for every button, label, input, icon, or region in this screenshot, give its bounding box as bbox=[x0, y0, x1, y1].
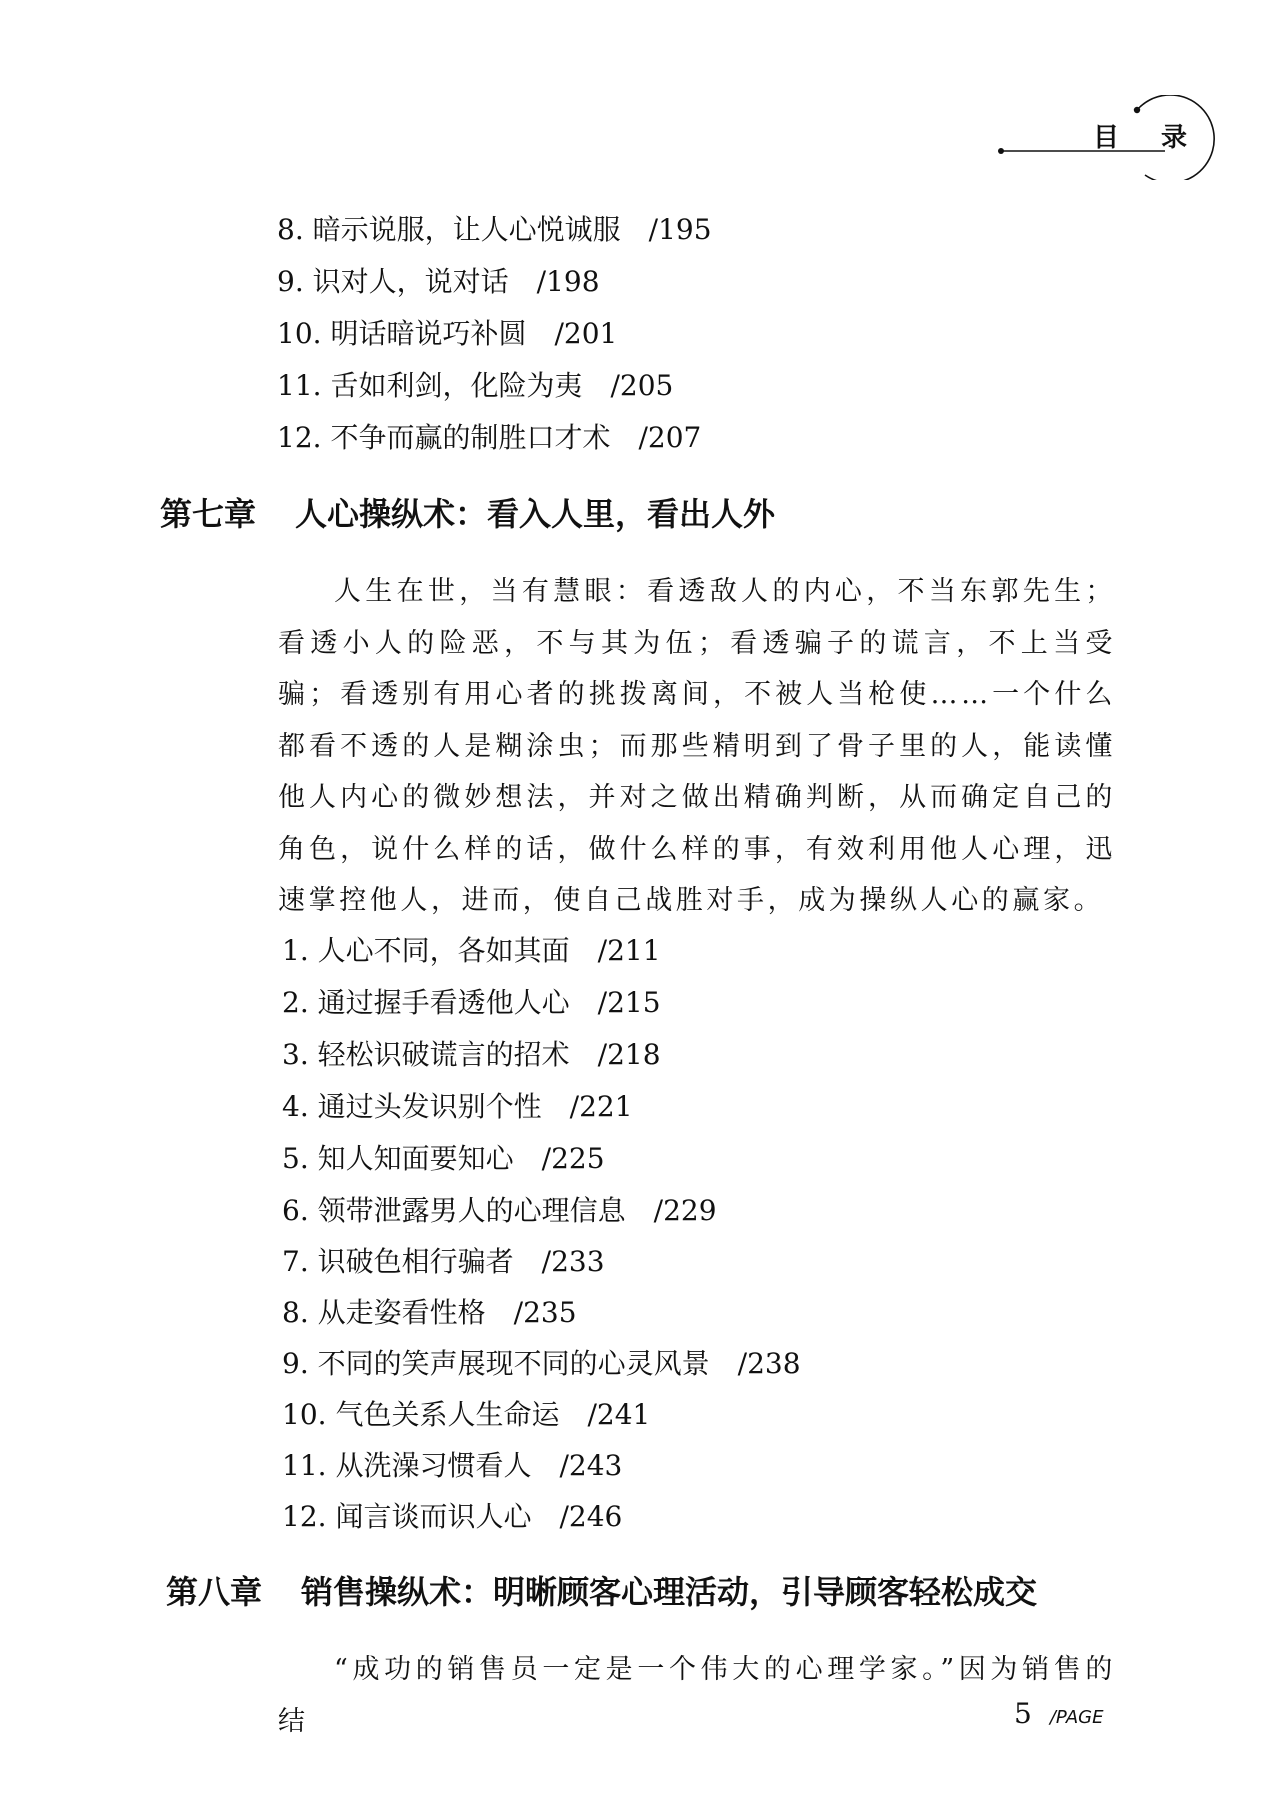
toc-entry-page: /225 bbox=[541, 1142, 605, 1175]
toc-entry-title: 知人知面要知心 bbox=[317, 1142, 514, 1175]
toc-entry-title: 舌如利剑，化险为夷 bbox=[330, 369, 583, 402]
toc-entry[interactable] bbox=[282, 1397, 650, 1433]
toc-entry[interactable] bbox=[277, 368, 673, 404]
toc-entry-title: 闻言谈而识人心 bbox=[335, 1500, 532, 1533]
header-label-lu: 录 bbox=[1161, 123, 1188, 153]
toc-entry-number: 1. bbox=[282, 934, 309, 967]
toc-entry-number: 11. bbox=[277, 369, 322, 402]
toc-entry[interactable] bbox=[282, 1499, 622, 1535]
toc-entry[interactable] bbox=[282, 933, 661, 969]
toc-entry[interactable] bbox=[282, 1089, 633, 1125]
toc-entry-page: /215 bbox=[597, 986, 661, 1019]
toc-entry[interactable] bbox=[282, 1346, 801, 1382]
chapter7-number: 第七章 bbox=[160, 495, 257, 533]
toc-entry[interactable] bbox=[277, 264, 600, 300]
toc-entry-title: 识对人，说对话 bbox=[312, 265, 509, 298]
toc-entry[interactable] bbox=[277, 420, 701, 456]
toc-entry-number: 12. bbox=[277, 421, 322, 454]
toc-entry-number: 10. bbox=[282, 1398, 327, 1431]
chapter8-title: 销售操纵术：明晰顾客心理活动，引导顾客轻松成交 bbox=[301, 1573, 1038, 1611]
toc-entry[interactable] bbox=[277, 212, 712, 248]
toc-entry-page: /198 bbox=[536, 265, 600, 298]
toc-entry-title: 气色关系人生命运 bbox=[335, 1398, 560, 1431]
toc-entry-title: 识破色相行骗者 bbox=[317, 1245, 514, 1278]
toc-entry-number: 12. bbox=[282, 1500, 327, 1533]
toc-entry-title: 通过头发识别个性 bbox=[317, 1090, 542, 1123]
toc-entry-page: /195 bbox=[648, 213, 712, 246]
toc-entry-page: /243 bbox=[559, 1449, 623, 1482]
toc-entry-number: 9. bbox=[277, 265, 304, 298]
toc-entry-title: 从走姿看性格 bbox=[317, 1296, 486, 1329]
toc-entry-number: 8. bbox=[277, 213, 304, 246]
toc-entry-title: 领带泄露男人的心理信息 bbox=[317, 1194, 626, 1227]
chapter8-heading[interactable] bbox=[166, 1572, 1037, 1612]
toc-entry[interactable] bbox=[282, 1295, 577, 1331]
toc-entry-page: /205 bbox=[610, 369, 674, 402]
toc-entry-page: /241 bbox=[587, 1398, 651, 1431]
toc-entry[interactable] bbox=[282, 1141, 605, 1177]
toc-entry-page: /229 bbox=[653, 1194, 717, 1227]
toc-entry-number: 7. bbox=[282, 1245, 309, 1278]
toc-entry-number: 5. bbox=[282, 1142, 309, 1175]
toc-entry[interactable] bbox=[282, 1244, 605, 1280]
toc-entry-page: /238 bbox=[737, 1347, 801, 1380]
toc-entry-number: 2. bbox=[282, 986, 309, 1019]
header-ornament bbox=[995, 95, 1220, 180]
toc-entry[interactable] bbox=[277, 316, 617, 352]
header-label-mu: 目 bbox=[1093, 123, 1120, 153]
toc-entry-page: /218 bbox=[597, 1038, 661, 1071]
toc-entry-title: 通过握手看透他人心 bbox=[317, 986, 570, 1019]
toc-entry-page: /221 bbox=[569, 1090, 633, 1123]
toc-entry-title: 轻松识破谎言的招术 bbox=[317, 1038, 570, 1071]
toc-entry-page: /235 bbox=[513, 1296, 577, 1329]
chapter7-title: 人心操纵术：看入人里，看出人外 bbox=[295, 495, 776, 533]
page-footer bbox=[1014, 1697, 1104, 1730]
toc-entry[interactable] bbox=[282, 985, 661, 1021]
toc-entry-number: 4. bbox=[282, 1090, 309, 1123]
page-word: /PAGE bbox=[1049, 1707, 1104, 1728]
toc-entry-page: /207 bbox=[638, 421, 702, 454]
toc-entry-page: /233 bbox=[541, 1245, 605, 1278]
toc-entry-title: 不同的笑声展现不同的心灵风景 bbox=[317, 1347, 710, 1380]
chapter8-intro: “成功的销售员一定是一个伟大的心理学家。”因为销售的结 bbox=[278, 1654, 1116, 1737]
toc-entry-number: 8. bbox=[282, 1296, 309, 1329]
chapter8-number: 第八章 bbox=[166, 1573, 263, 1611]
toc-entry-number: 6. bbox=[282, 1194, 309, 1227]
toc-entry-title: 从洗澡习惯看人 bbox=[335, 1449, 532, 1482]
toc-entry[interactable] bbox=[282, 1037, 661, 1073]
chapter7-heading[interactable] bbox=[160, 494, 775, 534]
toc-entry-page: /246 bbox=[559, 1500, 623, 1533]
toc-entry-number: 10. bbox=[277, 317, 322, 350]
toc-entry-number: 9. bbox=[282, 1347, 309, 1380]
toc-entry-title: 暗示说服，让人心悦诚服 bbox=[312, 213, 621, 246]
toc-entry-number: 11. bbox=[282, 1449, 327, 1482]
toc-entry-number: 3. bbox=[282, 1038, 309, 1071]
toc-entry-title: 不争而赢的制胜口才术 bbox=[330, 421, 611, 454]
toc-entry[interactable] bbox=[282, 1448, 622, 1484]
chapter7-intro: 人生在世，当有慧眼：看透敌人的内心，不当东郭先生；看透小人的险恶，不与其为伍；看透骗子的谎言，不上当受骗；看透别有用心者的挑拨离间，不被人当枪使……一个什么都看不透的人是糊涂虫；而那些精明到了骨子里的人，能读懂他人内心的微妙想法，并对之做出精确判断，从而确定自己的角色，说什么样的话，做什么样的事，有效利用他人心理，迅速掌控他人，进而，使自己战胜对手，成为操纵人心的赢家。 bbox=[278, 576, 1116, 916]
toc-entry-title: 人心不同，各如其面 bbox=[317, 934, 570, 967]
toc-entry-title: 明话暗说巧补圆 bbox=[330, 317, 527, 350]
page-number: 5 bbox=[1014, 1697, 1032, 1730]
toc-entry-page: /201 bbox=[554, 317, 618, 350]
toc-entry-page: /211 bbox=[597, 934, 661, 967]
toc-entry[interactable] bbox=[282, 1193, 717, 1229]
